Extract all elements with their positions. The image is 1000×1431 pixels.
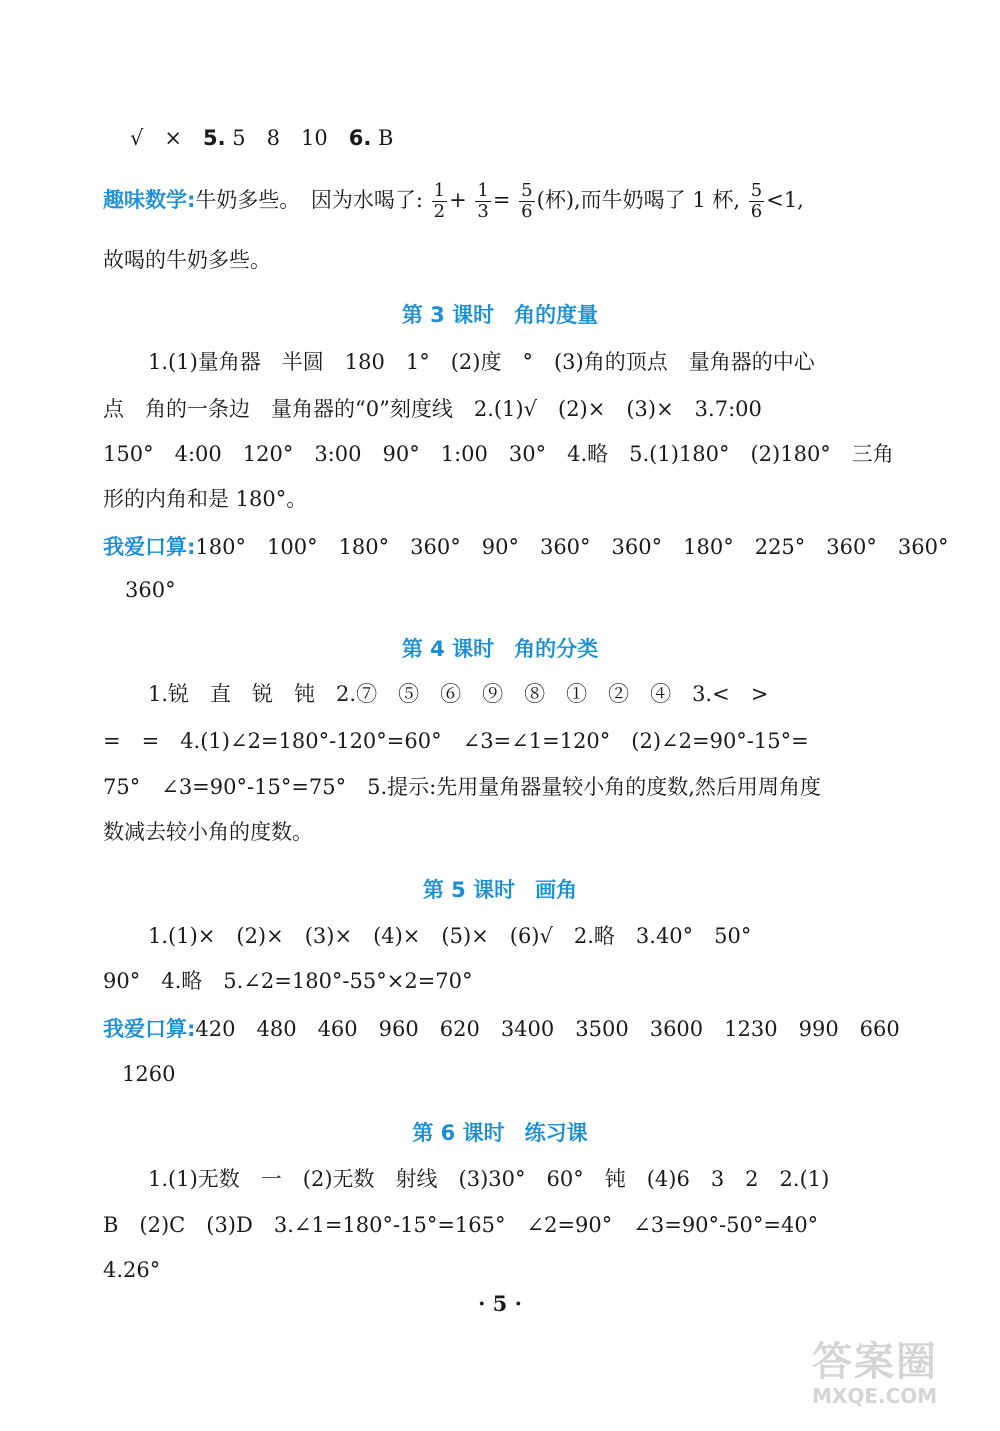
s5-mental: 我爱口算:420 480 460 960 620 3400 3500 3600 1230 990 660 — [103, 1017, 900, 1041]
s6-line-1: 1.(1)无数 一 (2)无数 射线 (3)30° 60° 钝 (4)6 3 2 2.(1) — [148, 1167, 830, 1191]
section-heading-4: 第 4 课时 角的分类 — [401, 637, 599, 661]
mental-math-label: 我爱口算: — [103, 535, 196, 559]
s3-line-4: 形的内角和是 180°。 — [103, 487, 308, 511]
s4-line-4: 数减去较小角的度数。 — [103, 820, 313, 844]
s3-mental-2: 360° — [125, 578, 176, 602]
fraction: $\frac{1}{3}$ — [477, 180, 489, 222]
s3-mental: 我爱口算:180° 100° 180° 360° 90° 360° 360° 180° 225° 360° 360° — [103, 535, 949, 559]
s5-mental-2: 1260 — [122, 1062, 176, 1086]
s4-line-2: = = 4.(1)∠2=180°-120°=60° ∠3=∠1=120° (2)∠2=90°-15°= — [103, 729, 809, 753]
fraction: $\frac{5}{6}$ — [750, 180, 763, 222]
s4-line-3: 75° ∠3=90°-15°=75° 5.提示:先用量角器量较小角的度数,然后用周角度 — [103, 775, 821, 799]
watermark-logo: 答案圈 — [812, 1339, 938, 1385]
watermark — [812, 1340, 982, 1420]
s3-line-1: 1.(1)量角器 半圆 180 1° (2)度 ° (3)角的顶点 量角器的中心 — [148, 350, 815, 374]
s5-line-2: 90° 4.略 5.∠2=180°-55°×2=70° — [103, 969, 473, 993]
fraction: $\frac{5}{6}$ — [521, 180, 533, 222]
s6-line-2: B (2)C (3)D 3.∠1=180°-15°=165° ∠2=90° ∠3=90°-50°=40° — [103, 1213, 819, 1237]
s4-line-1: 1.锐 直 锐 钝 2.⑦ ⑤ ⑥ ⑨ ⑧ ① ② ④ 3.< > — [148, 682, 769, 706]
answer-line: √ × 5. 5 8 10 6. B — [130, 126, 394, 150]
fraction: $\frac{1}{2}$ — [433, 180, 446, 222]
section-heading-6: 第 6 课时 练习课 — [412, 1121, 588, 1145]
section-heading-3: 第 3 课时 角的度量 — [401, 303, 599, 327]
fun-math-label: 趣味数学: — [103, 188, 196, 212]
s6-line-3: 4.26° — [103, 1258, 161, 1282]
s3-line-3: 150° 4:00 120° 3:00 90° 1:00 30° 4.略 5.(1)180° (2)180° 三角 — [103, 442, 894, 466]
s3-line-2: 点 角的一条边 量角器的“0”刻度线 2.(1)√ (2)× (3)× 3.7:00 — [103, 397, 762, 421]
fun-math-line-2: 故喝的牛奶多些。 — [103, 248, 271, 272]
mental-math-label: 我爱口算: — [103, 1017, 196, 1041]
section-heading-5: 第 5 课时 画角 — [422, 878, 578, 902]
page-number: · 5 · — [478, 1291, 522, 1316]
s5-line-1: 1.(1)× (2)× (3)× (4)× (5)× (6)√ 2.略 3.40° 50° — [148, 924, 752, 948]
watermark-url: MXQE.COM — [812, 1384, 938, 1408]
fun-math-line: 趣味数学:牛奶多些。 因为水喝了: $\frac{1}{2}$ + $\frac{1}{3}$ = $\frac{5}{6}$ (杯),而牛奶喝了 1 杯, $\frac{5}{6}$ <1, — [103, 180, 804, 222]
